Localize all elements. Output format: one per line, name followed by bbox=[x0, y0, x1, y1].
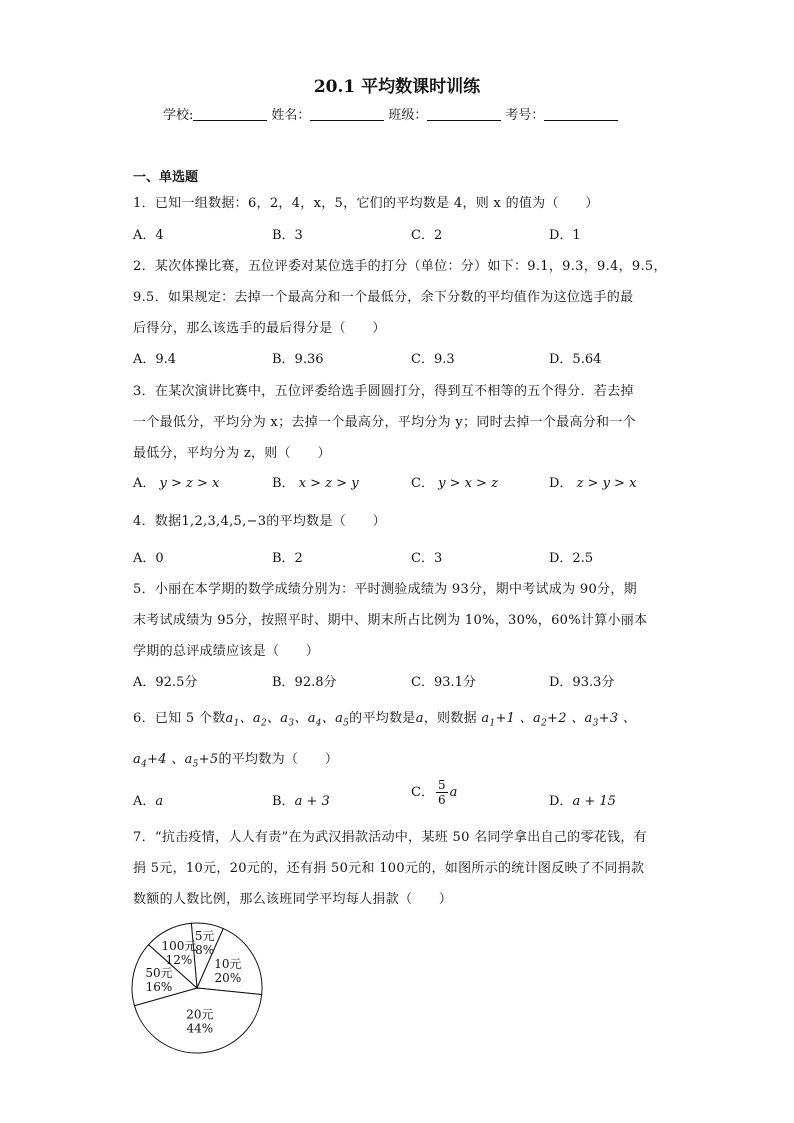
option-a: A．9.4 bbox=[133, 352, 177, 367]
class-label: 班级： bbox=[388, 108, 428, 123]
question-2-line-1: 2．某次体操比赛，五位评委对某位选手的打分（单位：分）如下：9.1，9.3，9.4，9.5， bbox=[133, 259, 667, 274]
option-b: B．3 bbox=[272, 228, 303, 243]
option-a: A．4 bbox=[133, 228, 164, 243]
pie-slice-percent: 20% bbox=[214, 971, 242, 986]
question-3-line-3: 最低分，平均分为 z，则（ ） bbox=[133, 446, 331, 461]
question-1-options bbox=[133, 224, 693, 244]
question-6-data-part-2: $a_4+4$ 、$a_5+5$ bbox=[133, 752, 219, 770]
question-5-line-2: 末考试成绩为 95分，按照平时、期中、期末所占比例为 10%，30%，60%计算小丽本 bbox=[133, 613, 648, 628]
school-blank[interactable] bbox=[193, 108, 267, 121]
question-2-options bbox=[133, 348, 693, 368]
option-c-label: C． bbox=[411, 785, 434, 800]
option-d-label: D． bbox=[549, 476, 573, 491]
option-d: D．1 bbox=[549, 228, 581, 243]
option-c-label: C． bbox=[411, 476, 434, 491]
option-c: C．3 bbox=[411, 551, 443, 566]
question-6-var: a bbox=[415, 711, 424, 726]
question-7-line-3: 数额的人数比例，那么该班同学平均每人捐款（ ） bbox=[133, 892, 453, 907]
fraction-denominator: 6 bbox=[437, 793, 446, 807]
option-c: C．2 bbox=[411, 228, 443, 243]
option-b bbox=[272, 472, 359, 491]
option-a: A．92.5分 bbox=[133, 675, 198, 690]
number-blank[interactable] bbox=[544, 108, 618, 121]
option-b-math: x > z > y bbox=[298, 476, 359, 491]
name-blank[interactable] bbox=[310, 108, 384, 121]
option-a: A．0 bbox=[133, 551, 164, 566]
question-6-line-2 bbox=[133, 748, 338, 770]
pie-slice-label: 100元 bbox=[161, 938, 197, 953]
pie-slice-percent: 44% bbox=[186, 1021, 214, 1036]
question-4-pre: 4．数据 bbox=[133, 514, 182, 529]
option-c bbox=[411, 472, 498, 491]
section-heading: 一、单选题 bbox=[133, 170, 199, 185]
question-6-mid2: ，则数据 bbox=[423, 711, 477, 726]
option-a-math: y > z > x bbox=[159, 476, 220, 491]
option-c-fraction bbox=[436, 778, 448, 807]
option-c: C．9.3 bbox=[411, 352, 455, 367]
question-6-mid: 的平均数是 bbox=[349, 711, 416, 726]
question-4-options bbox=[133, 547, 693, 567]
option-a bbox=[133, 472, 219, 491]
number-label: 考号： bbox=[505, 108, 545, 123]
option-d: D．2.5 bbox=[549, 551, 594, 566]
option-b-label: B． bbox=[272, 794, 295, 809]
option-d-math: a + 15 bbox=[572, 794, 616, 809]
option-d: D．5.64 bbox=[549, 352, 602, 367]
option-d: D．93.3分 bbox=[549, 675, 615, 690]
question-3-line-1: 3．在某次演讲比赛中，五位评委给选手圆圆打分，得到互不相等的五个得分．若去掉 bbox=[133, 384, 634, 399]
option-d bbox=[549, 790, 616, 809]
option-b: B．2 bbox=[272, 551, 303, 566]
question-6-post: 的平均数为（ ） bbox=[218, 752, 339, 767]
pie-slice-percent: 8% bbox=[195, 942, 215, 957]
question-4-post: 的平均数是（ ） bbox=[266, 514, 386, 529]
question-6-options bbox=[133, 778, 693, 810]
donation-pie-chart bbox=[130, 918, 270, 1068]
option-d-label: D． bbox=[549, 794, 573, 809]
pie-slice-percent: 12% bbox=[165, 952, 193, 967]
option-a-math: a bbox=[155, 794, 164, 809]
question-4-stem bbox=[133, 510, 386, 529]
option-a-label: A． bbox=[133, 476, 156, 491]
option-c-var: a bbox=[449, 785, 458, 800]
question-6-line-1 bbox=[133, 707, 636, 729]
pie-slice-label: 50元 bbox=[145, 966, 173, 981]
pie-slice-label: 10元 bbox=[214, 957, 242, 972]
page-title: 20.1 平均数课时训练 bbox=[313, 77, 481, 97]
name-label: 姓名： bbox=[271, 108, 311, 123]
question-6-data-part-1: $a_1+1$ 、$a_2+2$ 、$a_3+3$ 、 bbox=[476, 711, 637, 729]
school-label: 学校: bbox=[163, 108, 194, 123]
fraction-numerator: 5 bbox=[437, 778, 446, 792]
option-c-math: y > x > z bbox=[438, 476, 498, 491]
option-d-math: z > y > x bbox=[576, 476, 637, 491]
question-5-line-3: 学期的总评成绩应该是（ ） bbox=[133, 644, 320, 659]
question-7-line-2: 捐 5元，10元，20元的，还有捐 50元和 100元的，如图所示的统计图反映了不同捐款 bbox=[133, 861, 645, 876]
question-2-line-2: 9.5．如果规定：去掉一个最高分和一个最低分，余下分数的平均值作为这位选手的最 bbox=[133, 290, 634, 305]
option-c: C．93.1分 bbox=[411, 675, 476, 690]
option-a bbox=[133, 790, 163, 809]
question-3-line-2: 一个最低分，平均分为 x；去掉一个最高分，平均分为 y；同时去掉一个最高分和一个 bbox=[133, 415, 636, 430]
question-5-options bbox=[133, 671, 693, 691]
pie-slice-label: 5元 bbox=[194, 928, 215, 943]
question-2-line-3: 后得分，那么该选手的最后得分是（ ） bbox=[133, 321, 386, 336]
option-b: B．9.36 bbox=[272, 352, 324, 367]
question-6-pre: 6．已知 5 个数 bbox=[133, 711, 226, 726]
question-3-options bbox=[133, 472, 693, 492]
question-1-stem: 1．已知一组数据：6，2，4，x，5，它们的平均数是 4，则 x 的值为（ ） bbox=[133, 196, 599, 211]
option-b: B．92.8分 bbox=[272, 675, 337, 690]
pie-slice-label: 20元 bbox=[186, 1007, 214, 1022]
option-b-math: a + 3 bbox=[294, 794, 330, 809]
pie-slice-percent: 16% bbox=[145, 980, 173, 995]
option-d bbox=[549, 472, 636, 491]
class-blank[interactable] bbox=[427, 108, 501, 121]
option-c bbox=[411, 778, 457, 807]
question-4-data: 1,2,3,4,5,−3 bbox=[181, 514, 267, 529]
question-5-line-1: 5．小丽在本学期的数学成绩分别为：平时测验成绩为 93分，期中考试成为 90分，期 bbox=[133, 582, 637, 597]
student-info-line bbox=[163, 104, 622, 123]
question-6-numbers: $a_1$、$a_2$、$a_3$、$a_4$、$a_5$ bbox=[225, 711, 350, 729]
option-b-label: B． bbox=[272, 476, 295, 491]
option-b bbox=[272, 790, 330, 809]
option-a-label: A． bbox=[133, 794, 156, 809]
question-7-line-1: 7．“抗击疫情，人人有责”在为武汉捐款活动中，某班 50 名同学拿出自己的零花钱，有 bbox=[133, 830, 647, 845]
